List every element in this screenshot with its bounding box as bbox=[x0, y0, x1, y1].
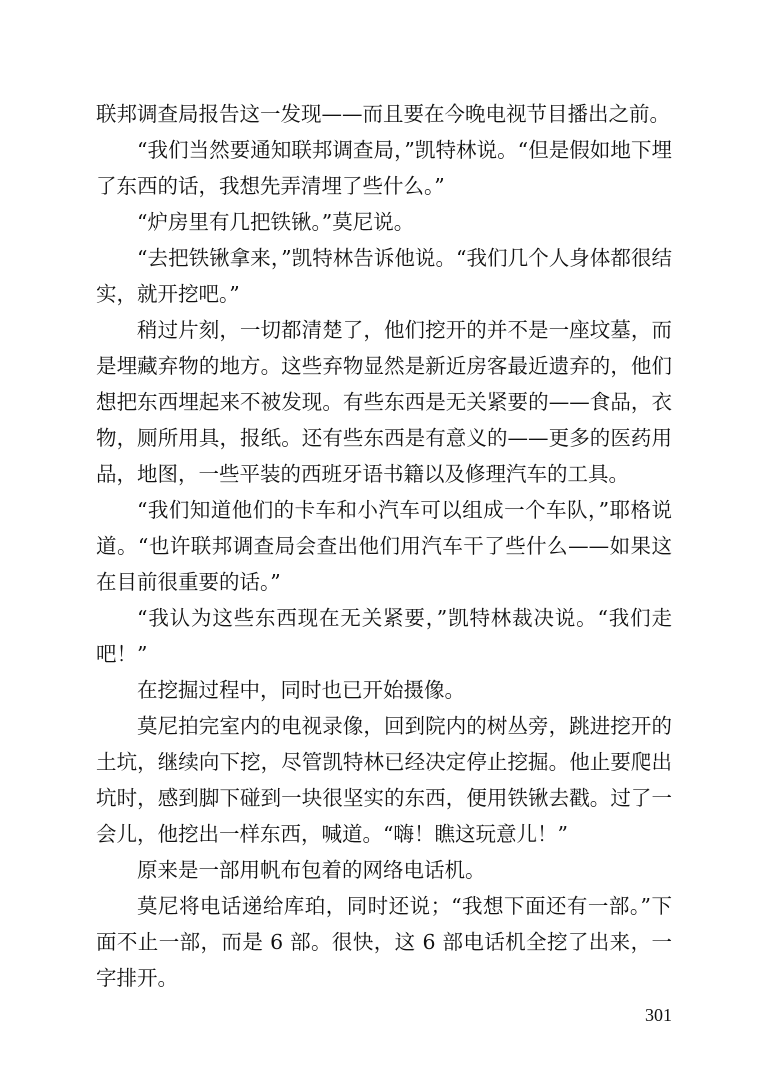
paragraph-9: 莫尼拍完室内的电视录像，回到院内的树丛旁，跳进挖开的土坑，继续向下挖，尽管凯特林已经决定停止挖掘。他止要爬出坑时，感到脚下碰到一块很坚实的东西，便用铁锹去戳。过了一会儿，他挖出一样东西，喊道。“嗨！瞧这玩意儿！” bbox=[96, 714, 672, 846]
paragraph-2: “我们当然要通知联邦调查局，”凯特林说。“但是假如地下埋了东西的话，我想先弄清埋了些什么。” bbox=[96, 138, 672, 198]
paragraph-10: 原来是一部用帆布包着的网络电话机。 bbox=[137, 858, 486, 882]
paragraph-11: 莫尼将电话递给库珀，同时还说；“我想下面还有一部。”下面不止一部，而是 6 部。很快，这 6 部电话机全挖了出来，一字排开。 bbox=[96, 894, 672, 990]
page-body bbox=[96, 96, 672, 996]
page-number: 301 bbox=[645, 1005, 672, 1025]
paragraph-5: 稍过片刻，一切都清楚了，他们挖开的并不是一座坟墓，而是埋藏弃物的地方。这些弃物显然是新近房客最近遗弃的，他们想把东西埋起来不被发现。有些东西是无关紧要的——食品，衣物，厕所用具，报纸。还有些东西是有意义的——更多的医药用品，地图，一些平装的西班牙语书籍以及修理汽车的工具。 bbox=[96, 318, 672, 486]
paragraph-4: “去把铁锹拿来，”凯特林告诉他说。“我们几个人身体都很结实，就开挖吧。” bbox=[96, 246, 672, 306]
paragraph-1: 联邦调查局报告这一发现——而且要在今晚电视节目播出之前。 bbox=[96, 102, 670, 126]
paragraph-6: “我们知道他们的卡车和小汽车可以组成一个车队，”耶格说道。“也许联邦调查局会查出他们用汽车干了些什么——如果这在目前很重要的话。” bbox=[96, 498, 672, 594]
paragraph-8: 在挖掘过程中，同时也已开始摄像。 bbox=[137, 678, 465, 702]
paragraph-3: “炉房里有几把铁锹。”莫尼说。 bbox=[137, 210, 415, 234]
paragraph-7: “我认为这些东西现在无关紧要，”凯特林裁决说。“我们走吧！” bbox=[96, 606, 672, 666]
